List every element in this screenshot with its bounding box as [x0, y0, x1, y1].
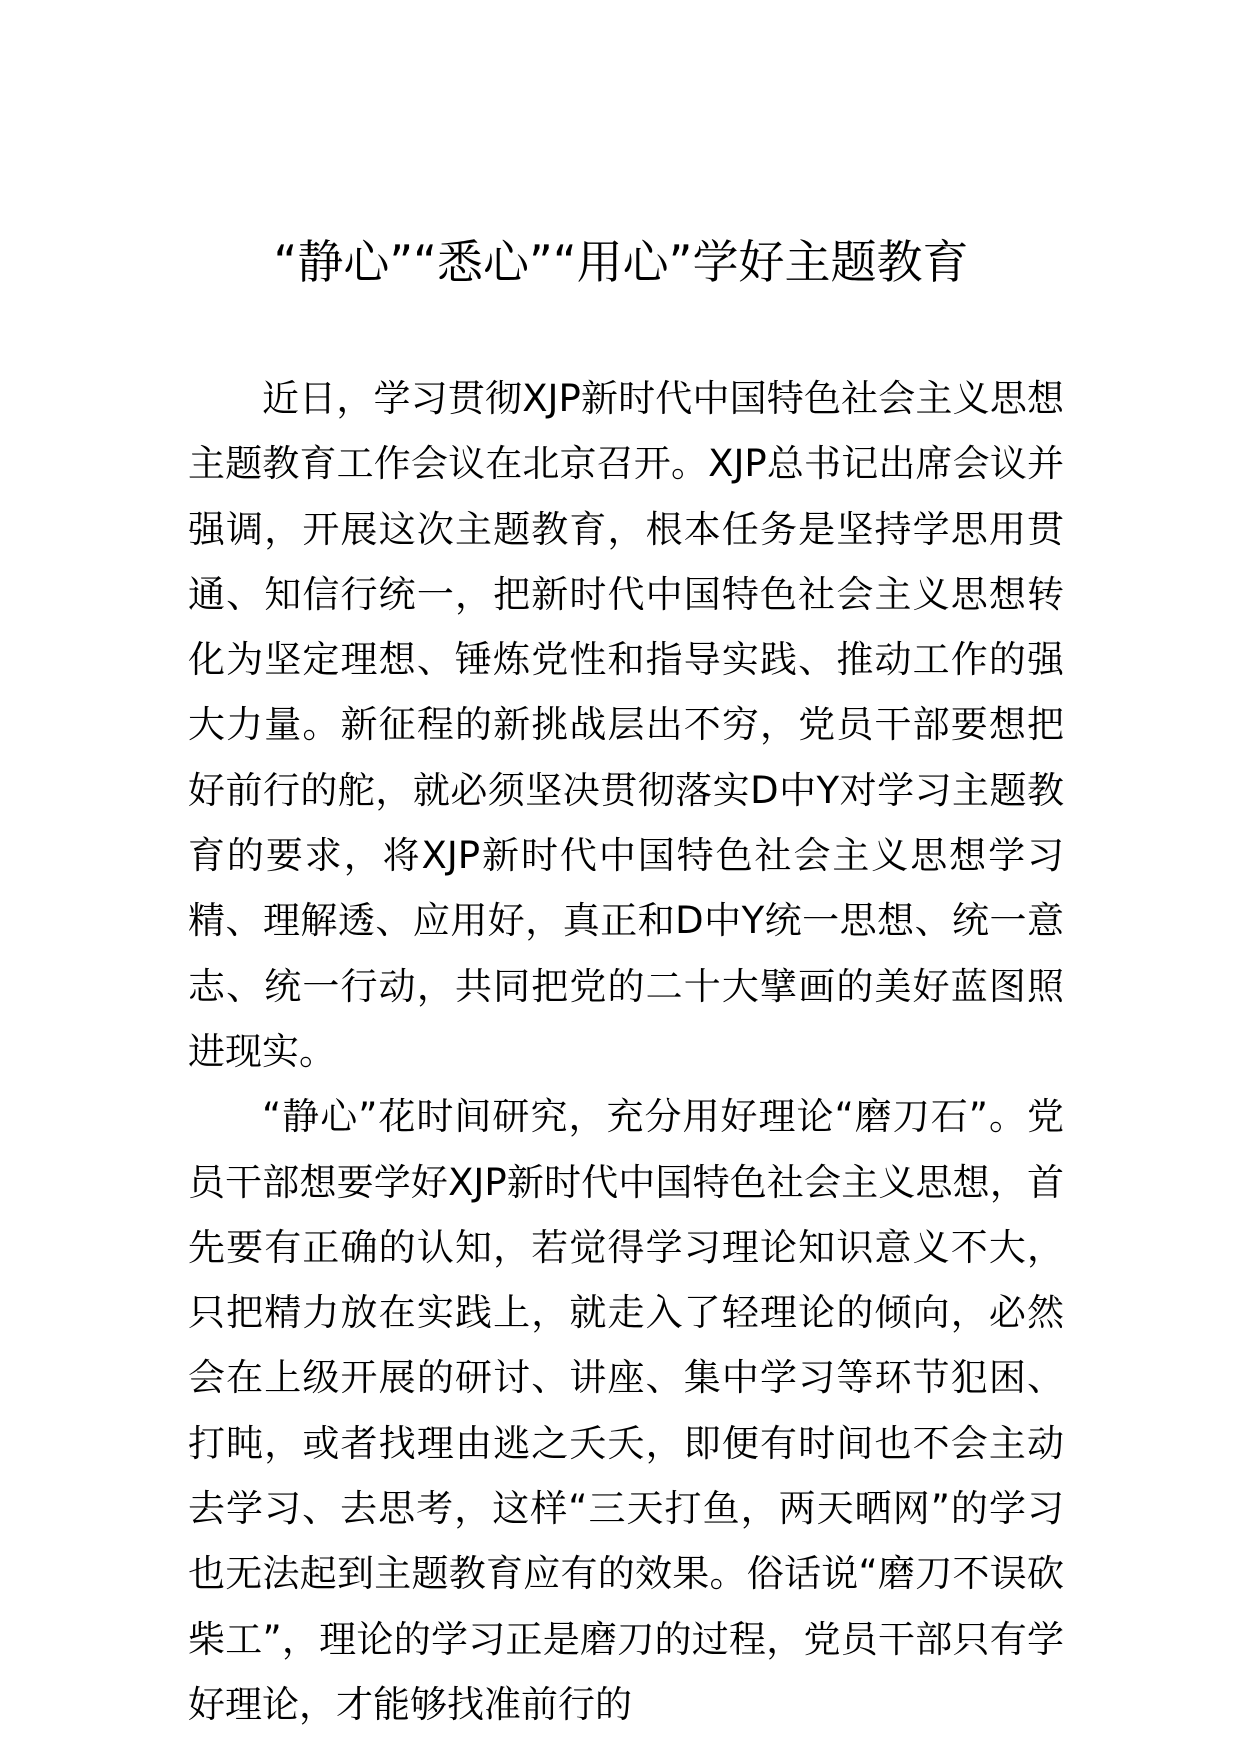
document-body [188, 366, 1064, 1737]
paragraph-jingxin: “静心”花时间研究，充分用好理论“磨刀石”。党员干部想要学好XJP新时代中国特色社会主义思想，首先要有正确的认知，若觉得学习理论知识意义不大，只把精力放在实践上，就走入了轻理论的倾向，必然会在上级开展的研讨、讲座、集中学习等环节犯困、打盹，或者找理由逃之夭夭，即便有时间也不会主动去学习、去思考，这样“三天打鱼，两天晒网”的学习也无法起到主题教育应有的效果。俗话说“磨刀不误砍柴工”，理论的学习正是磨刀的过程，党员干部只有学好理论，才能够找准前行的 [188, 1095, 1064, 1726]
document-title: “静心”“悉心”“用心”学好主题教育 [273, 235, 969, 289]
paragraph-intro: 近日，学习贯彻XJP新时代中国特色社会主义思想主题教育工作会议在北京召开。XJP总书记出席会议并强调，开展这次主题教育，根本任务是坚持学思用贯通、知信行统一，把新时代中国特色社会主义思想转化为坚定理想、锤炼党性和指导实践、推动工作的强大力量。新征程的新挑战层出不穷，党员干部要想把好前行的舵，就必须坚决贯彻落实D中Y对学习主题教育的要求，将XJP新时代中国特色社会主义思想学习精、理解透、应用好，真正和D中Y统一思想、统一意志、统一行动，共同把党的二十大擘画的美好蓝图照进现实。 [188, 377, 1064, 1073]
